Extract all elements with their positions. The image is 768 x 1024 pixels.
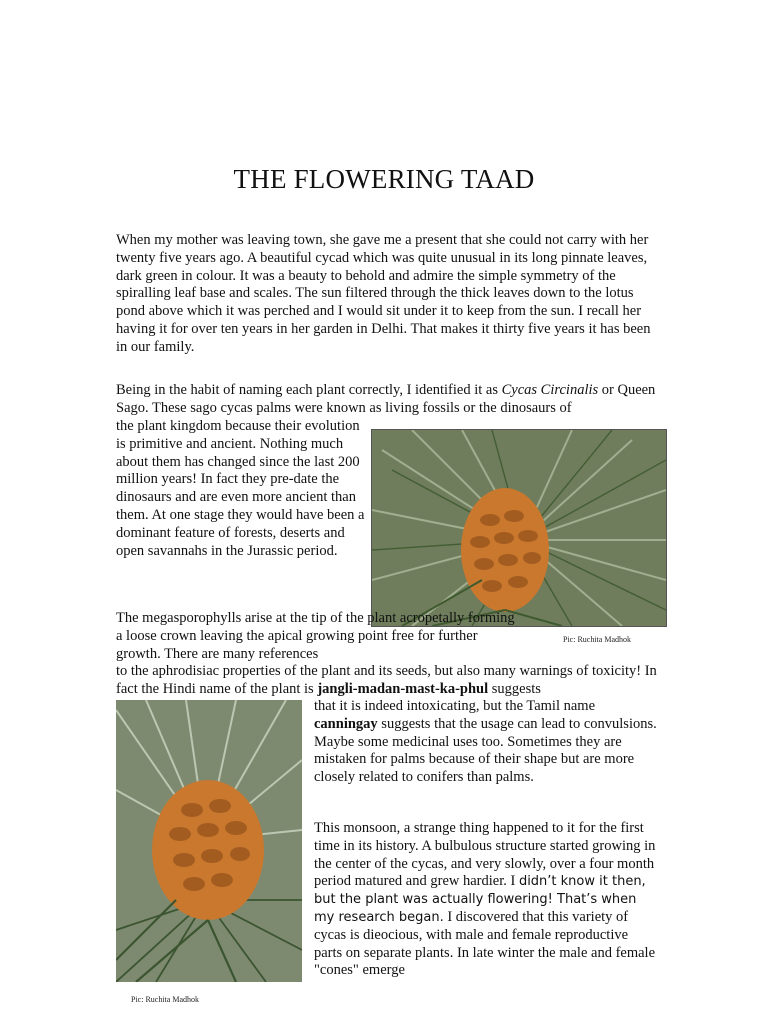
paragraph-references-tail: suggests — [488, 680, 541, 697]
paragraph-monsoon — [314, 820, 659, 980]
paragraph-tamil-lead: that it is indeed intoxicating, but the Tamil name — [314, 698, 596, 714]
paragraph-intro: When my mother was leaving town, she gave me a present that she could not carry with her twenty five years ago. A beautiful cycad which was quite unusual in its long pinnate leaves, dark green in colour. It was a beauty to behold and admire the simple symmetry of the spiralling leaf base and scales. The sun filtered through the thick leaves down to the lotus pond above which it was perched and I would sit under it to keep from the sun. I recall her having it for over ten years in her garden in Delhi. That makes it thirty five years it has been in our family. — [116, 232, 651, 355]
page-title: THE FLOWERING TAAD — [233, 164, 535, 194]
cycas-cone-image-2 — [116, 700, 302, 982]
paragraph-tamil-name — [314, 698, 659, 787]
cycas-cone-image-1 — [372, 430, 666, 626]
cycas-cone-photo-1 — [371, 429, 667, 627]
paragraph-monsoon-alt-font: didn’t know it then, but the plant was actually flowering! That’s when my research began. — [314, 874, 646, 925]
tamil-name: canningay — [314, 715, 378, 732]
cycas-cone-photo-2 — [116, 700, 302, 982]
paragraph-tamil-tail: suggests that the usage can lead to convulsions. Maybe some medicinal uses too. Sometimes they are mistaken for palms because of their shape but are more closely related to conifers than palms. — [314, 715, 657, 786]
paragraph-monsoon-tail: I discovered that this variety of cycas is dieocious, with male and female reproductive parts on separate plants. In late winter the male and female "cones" emerge — [314, 908, 656, 979]
photo-caption-2: Pic: Ruchita Madhok — [131, 995, 199, 1004]
paragraph-naming — [116, 382, 661, 418]
paragraph-references-lead: to the aphrodisiac properties of the plant and its seeds, but also many warnings of toxicity! In fact the Hindi name of the plant is — [116, 663, 657, 697]
paragraph-naming-lead: Being in the habit of naming each plant correctly, I identified it as — [116, 382, 502, 398]
paragraph-naming-continuation: or Queen Sago. These sago cycas palms were known as living fossils or the dinosaurs of — [116, 382, 656, 416]
photo-caption-1: Pic: Ruchita Madhok — [563, 635, 631, 644]
paragraph-monsoon-lead: This monsoon, a strange thing happened to it for the first time in its history. A bulbulous structure started growing in the center of the cycas, and very slowly, over a four month period matured and grew hardier. I — [314, 820, 656, 890]
species-name: Cycas Circinalis — [501, 382, 599, 398]
hindi-name: jangli-madan-mast-ka-phul — [317, 680, 489, 697]
paragraph-megasporophylls: The megasporophylls arise at the tip of the plant acropetally forming a loose crown leaving the apical growing point free for further growth. There are many references — [116, 610, 515, 662]
paragraph-references — [116, 663, 661, 699]
paragraph-naming-wrapped: the plant kingdom because their evolution is primitive and ancient. Nothing much about them has changed since the last 200 million years! In fact they pre-date the dinosaurs and are even more ancient than them. At one stage they would have been a dominant feature of forests, deserts and open savannahs in the Jurassic period. — [116, 418, 365, 559]
